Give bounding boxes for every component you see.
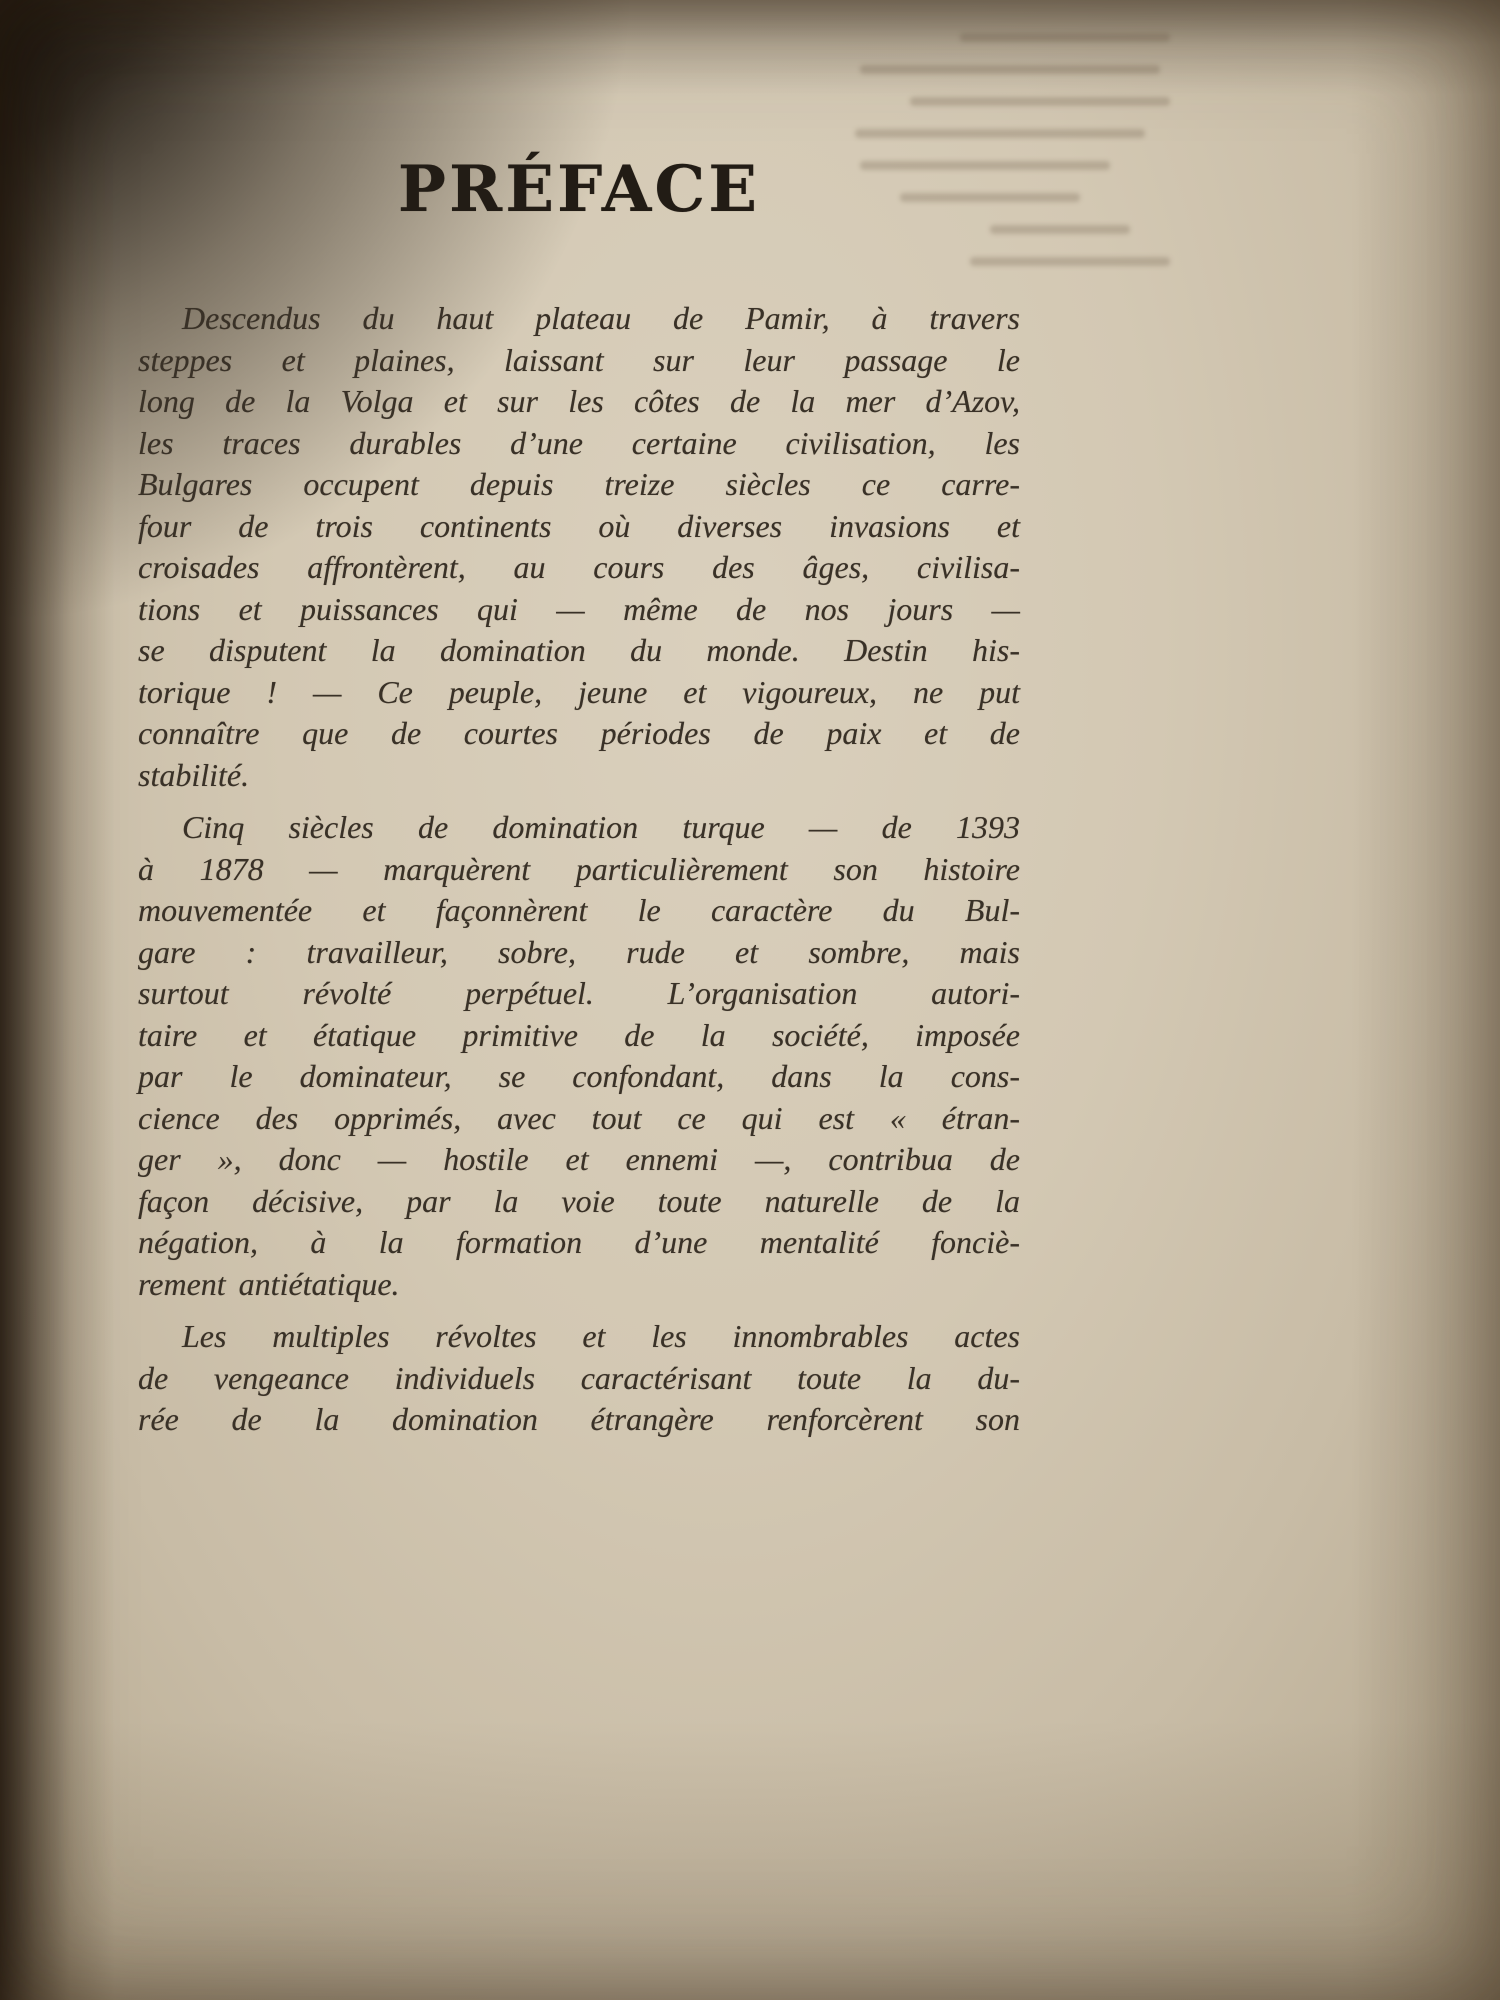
text-line: surtout révolté perpétuel. L’organisation autori- [138, 975, 1020, 1011]
text-line: mouvementée et façonnèrent le caractère du Bul- [138, 892, 1020, 928]
text-line: Bulgares occupent depuis treize siècles ce carre- [138, 466, 1020, 502]
text-line: à 1878 — marquèrent particulièrement son histoire [138, 850, 1020, 887]
page-content [138, 152, 1020, 1452]
text-line: taire et étatique primitive de la société, imposée [138, 1016, 1020, 1053]
text-line: par le dominateur, se confondant, dans la cons- [138, 1058, 1020, 1094]
paragraph-1 [138, 298, 1020, 796]
paragraph-2 [138, 807, 1020, 1305]
text-line: tions et puissances qui — même de nos jours — [138, 590, 1020, 627]
text-line: Les multiples révoltes et les innombrables actes [182, 1318, 1020, 1354]
text-line: torique ! — Ce peuple, jeune et vigoureux, ne put [138, 673, 1020, 710]
text-line: négation, à la formation d’une mentalité fonciè- [138, 1224, 1020, 1260]
ghost-text-line [910, 97, 1170, 106]
ghost-text-line [860, 65, 1160, 74]
text-line: Cinq siècles de domination turque — de 1393 [182, 809, 1020, 845]
text-line: stabilité. [138, 756, 250, 793]
text-line: four de trois continents où diverses invasions et [138, 507, 1020, 544]
paragraph-3 [138, 1316, 1020, 1441]
text-line: ger », donc — hostile et ennemi —, contribua de [138, 1141, 1020, 1177]
text-line: croisades affrontèrent, au cours des âges, civilisa- [138, 549, 1020, 585]
text-line: connaître que de courtes périodes de paix et de [138, 715, 1020, 751]
text-line: façon décisive, par la voie toute naturelle de la [138, 1182, 1020, 1219]
text-line: rée de la domination étrangère renforcèrent son [138, 1401, 1020, 1437]
text-line: se disputent la domination du monde. Destin his- [138, 632, 1020, 668]
text-line: rement antiétatique. [138, 1265, 400, 1302]
text-line: gare : travailleur, sobre, rude et sombre, mais [138, 933, 1020, 970]
page-title: PRÉFACE [397, 152, 761, 227]
text-line: cience des opprimés, avec tout ce qui est « étran- [138, 1099, 1020, 1136]
text-line: les traces durables d’une certaine civilisation, les [138, 424, 1020, 461]
ghost-text-line [960, 33, 1170, 42]
text-line: long de la Volga et sur les côtes de la mer d’Azov, [138, 383, 1020, 419]
ghost-text-line [855, 129, 1145, 138]
text-line: steppes et plaines, laissant sur leur passage le [138, 341, 1020, 378]
text-line: de vengeance individuels caractérisant toute la du- [138, 1359, 1020, 1396]
text-line: Descendus du haut plateau de Pamir, à travers [182, 300, 1020, 336]
